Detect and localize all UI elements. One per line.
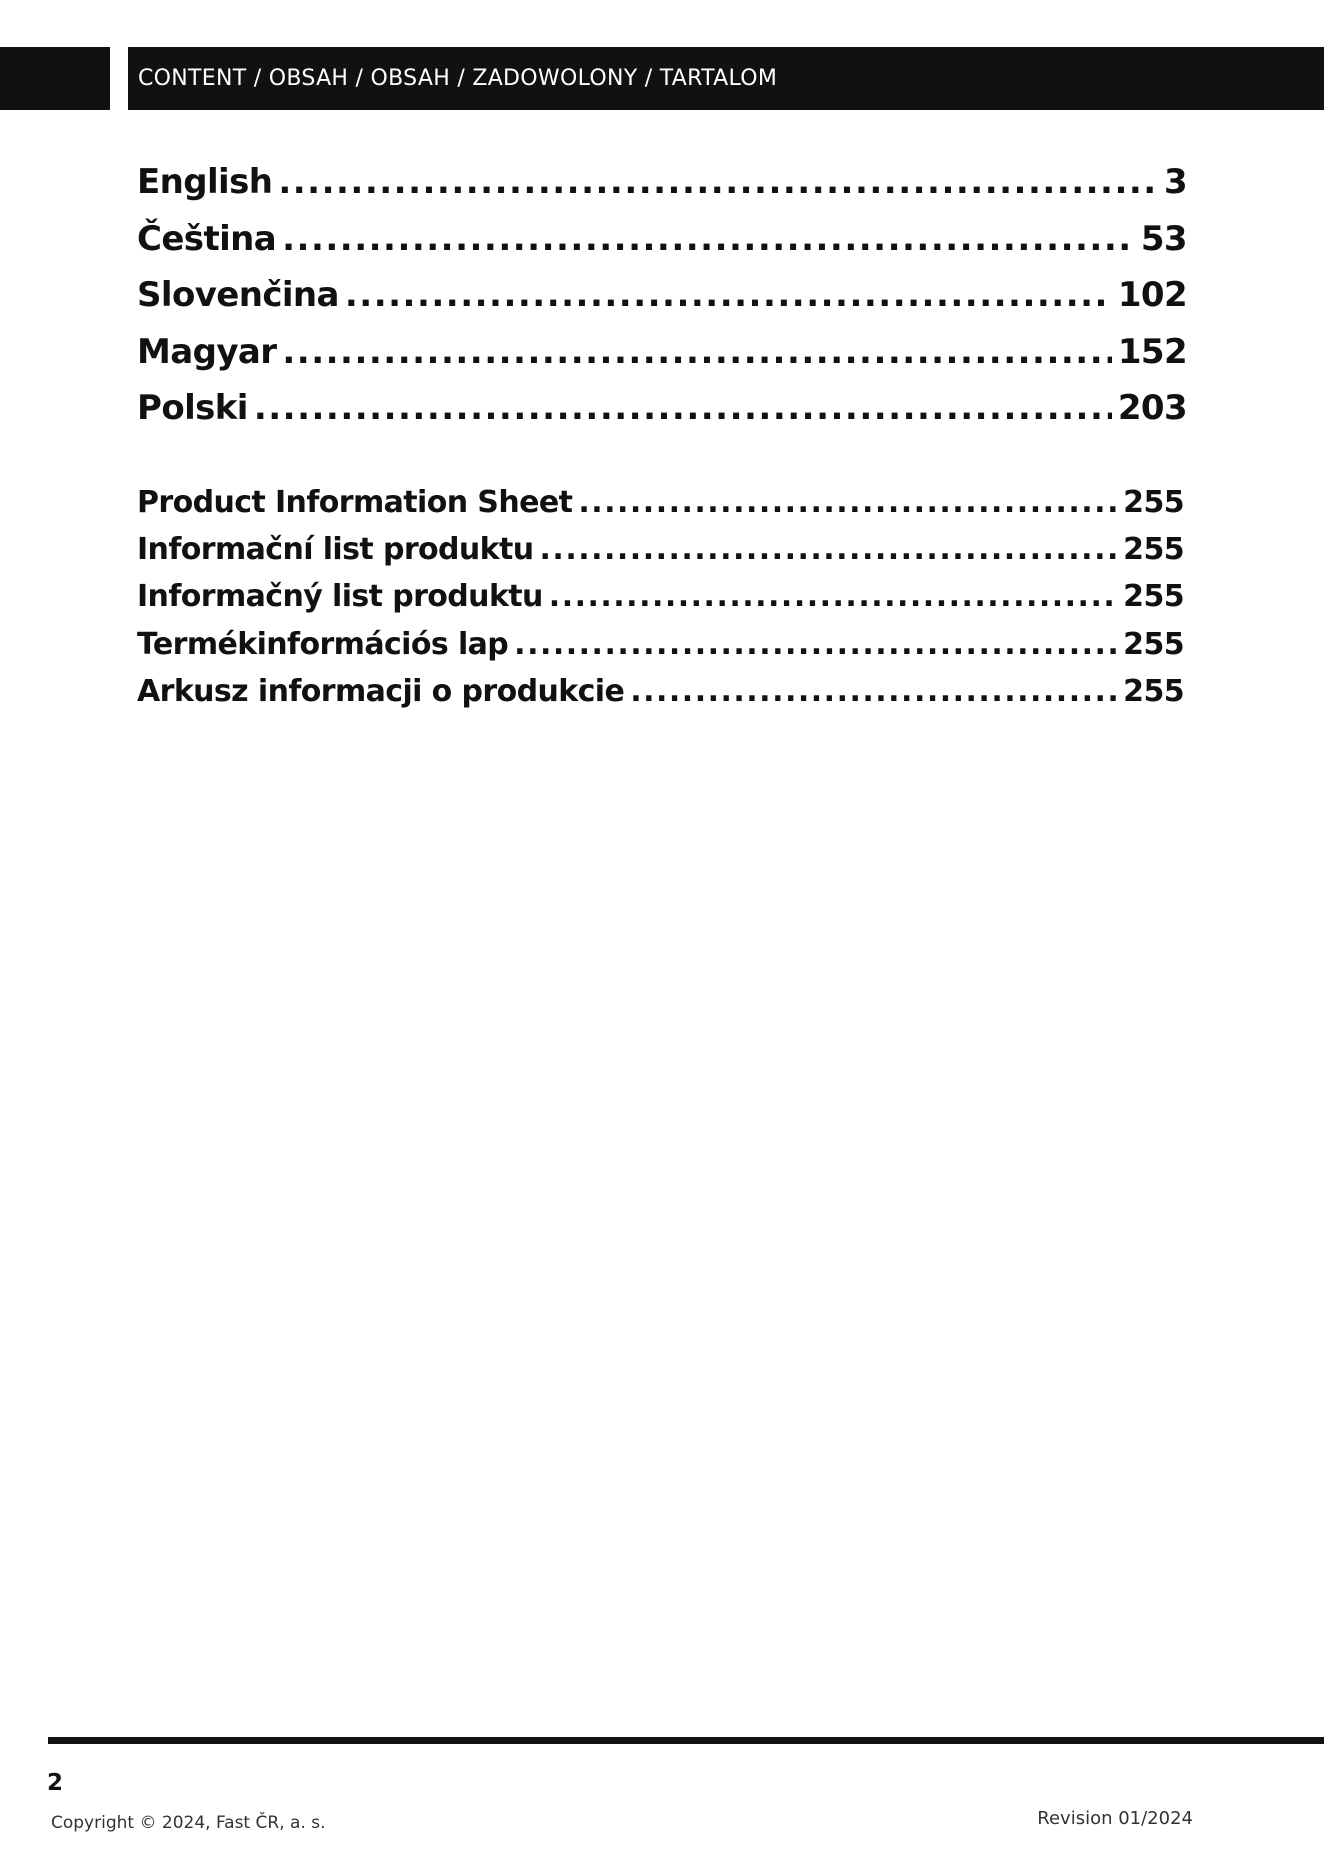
toc-entry-page: 255: [1123, 579, 1184, 615]
header-title: CONTENT / OBSAH / OBSAH / ZADOWOLONY / TARTALOM: [138, 66, 778, 91]
toc-leader-dots: [345, 275, 1112, 315]
toc-entry-page: 102: [1117, 275, 1187, 315]
toc-entry-label: Arkusz informacji o produkcie: [137, 673, 625, 709]
toc-languages: [137, 162, 1187, 445]
toc-leader-dots: [514, 627, 1117, 662]
toc-entry-english[interactable]: [137, 162, 1187, 219]
toc-entry-page: 152: [1117, 331, 1187, 372]
toc-entry-label: Product Information Sheet: [137, 485, 573, 520]
toc-leader-dots: [254, 388, 1112, 428]
toc-entry-page: 255: [1123, 673, 1184, 709]
toc-entry-page: 3: [1163, 162, 1187, 202]
toc-entry-label: Magyar: [137, 331, 277, 372]
toc-entry-label: Slovenčina: [137, 275, 339, 315]
toc-leader-dots: [549, 579, 1117, 614]
toc-entry-slovencina[interactable]: [137, 275, 1187, 332]
toc-entry-informacni-list-produktu[interactable]: [137, 532, 1184, 579]
toc-information-sheets: [137, 485, 1184, 721]
toc-leader-dots: [578, 485, 1117, 520]
toc-entry-page: 203: [1117, 388, 1187, 428]
toc-entry-label: Informační list produktu: [137, 532, 534, 568]
revision-label: Revision 01/2024: [1037, 1808, 1193, 1829]
toc-entry-label: Čeština: [137, 218, 277, 259]
toc-entry-page: 255: [1123, 532, 1184, 568]
header-left-block: [0, 47, 110, 110]
toc-leader-dots: [540, 532, 1118, 567]
toc-entry-product-information-sheet[interactable]: [137, 485, 1184, 532]
toc-entry-page: 255: [1123, 485, 1184, 520]
toc-entry-termekinformacios-lap[interactable]: [137, 627, 1184, 674]
header-bar: [128, 47, 1324, 110]
toc-leader-dots: [282, 219, 1135, 259]
page-number: 2: [47, 1770, 64, 1796]
toc-entry-informacny-list-produktu[interactable]: [137, 579, 1184, 626]
toc-entry-magyar[interactable]: [137, 332, 1187, 389]
copyright-notice: Copyright © 2024, Fast ČR, a. s.: [51, 1813, 326, 1833]
toc-leader-dots: [278, 162, 1158, 202]
toc-entry-page: 255: [1123, 626, 1184, 662]
footer-rule: [48, 1737, 1324, 1744]
toc-entry-label: Polski: [137, 388, 248, 428]
toc-leader-dots: [630, 674, 1117, 709]
toc-entry-arkusz-informacji-o-produkcie[interactable]: [137, 674, 1184, 721]
toc-entry-cestina[interactable]: [137, 219, 1187, 276]
toc-leader-dots: [282, 332, 1111, 372]
toc-entry-label: Informačný list produktu: [137, 579, 543, 615]
toc-entry-label: Termékinformációs lap: [137, 626, 509, 662]
toc-entry-page: 53: [1140, 218, 1187, 259]
toc-entry-label: English: [137, 162, 273, 202]
toc-entry-polski[interactable]: [137, 388, 1187, 445]
